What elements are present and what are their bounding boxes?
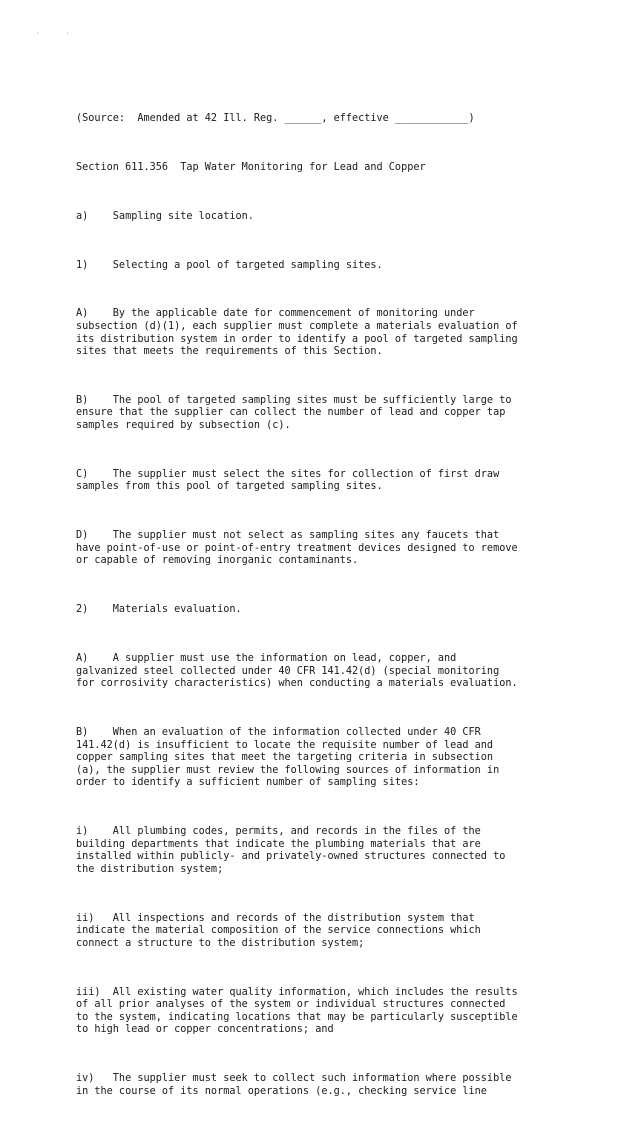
source-line: (Source: Amended at 42 Ill. Reg. ______, effective ____________) bbox=[76, 113, 475, 125]
paragraph-a-2-B-iv: iv) The supplier must seek to collect such information where possible in the course of its normal operations (e.g., checking service line bbox=[76, 1073, 512, 1097]
section-heading: Section 611.356 Tap Water Monitoring for Lead and Copper bbox=[76, 161, 426, 173]
paragraph-a-2-B: B) When an evaluation of the information collected under 40 CFR 141.42(d) is insufficient to locate the requisite number of lead and copper sampling sites that meet the targeting criteria in subsection (a), the supplier must review the following sources of information in order to identify a sufficient number of sampling sites: bbox=[76, 726, 500, 789]
paragraph-a-2-B-i: i) All plumbing codes, permits, and records in the files of the building departments that indicate the plumbing materials that are installed within publicly- and privately-owned structures connected to the distribution system; bbox=[76, 826, 506, 875]
document-body bbox=[76, 88, 546, 1135]
paragraph-a-2-B-iii: iii) All existing water quality information, which includes the results of all prior analyses of the system or individual structures connected to the system, indicating locations that may be particularly susceptible to high lead or copper concentrations; and bbox=[76, 986, 518, 1036]
paragraph-a-2: 2) Materials evaluation. bbox=[76, 604, 242, 616]
paragraph-a: a) Sampling site location. bbox=[76, 210, 254, 222]
paragraph-a-1-D: D) The supplier must not select as sampling sites any faucets that have point-of-use or point-of-entry treatment devices designed to remove or capable of removing inorganic contaminants. bbox=[76, 530, 518, 567]
paragraph-a-1-B: B) The pool of targeted sampling sites must be sufficiently large to ensure that the supplier can collect the number of lead and copper tap samples required by subsection (c). bbox=[76, 394, 512, 432]
paragraph-a-1: 1) Selecting a pool of targeted sampling sites. bbox=[76, 259, 383, 271]
scan-specks: ·· bbox=[36, 30, 96, 37]
paragraph-a-2-B-ii: ii) All inspections and records of the distribution system that indicate the material composition of the service connections which connect a structure to the distribution system; bbox=[76, 912, 481, 949]
paragraph-a-1-C: C) The supplier must select the sites for collection of first draw samples from this pool of targeted sampling sites. bbox=[76, 468, 500, 493]
paragraph-a-2-A: A) A supplier must use the information on lead, copper, and galvanized steel collected under 40 CFR 141.42(d) (special monitoring for corrosivity characteristics) when conducting a materials evaluation. bbox=[76, 652, 518, 690]
paragraph-a-1-A: A) By the applicable date for commencement of monitoring under subsection (d)(1), each supplier must complete a materials evaluation of its distribution system in order to identify a pool of targeted sampling sites that meets the requirements of this Section. bbox=[76, 308, 518, 358]
